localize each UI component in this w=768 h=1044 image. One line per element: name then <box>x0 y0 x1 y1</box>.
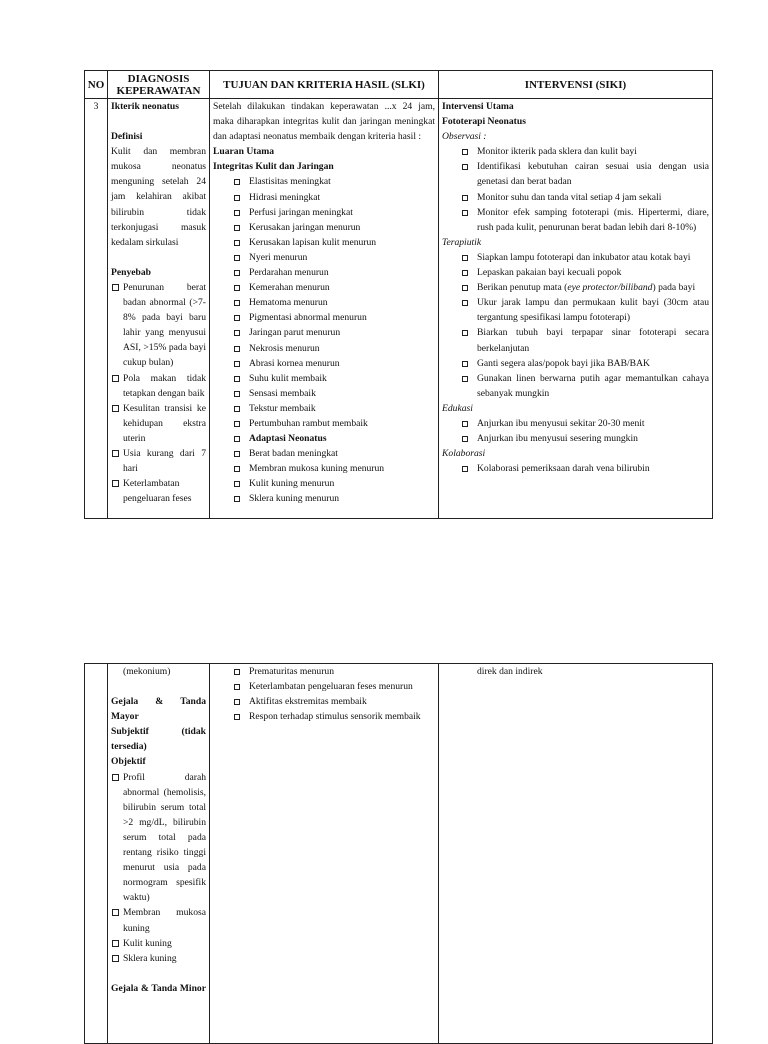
terapiutik-label: Terapiutik <box>442 236 482 248</box>
diagnosis-title: Ikterik neonatus <box>111 101 179 112</box>
list-item: Biarkan tubuh bayi terpapar sinar fototerapi secara berkelanjutan <box>442 325 709 355</box>
row-number-empty <box>85 664 108 1044</box>
list-item: Perdarahan menurun <box>213 265 435 280</box>
list-item: Kemerahan menurun <box>213 280 435 295</box>
list-item: Ukur jarak lampu dan permukaan kulit bayi (30cm atau tergantung spesifikasi lampu fototerapi) <box>442 295 709 325</box>
table-row <box>85 99 713 519</box>
list-item: Pigmentasi abnormal menurun <box>213 310 435 325</box>
penutup-text-post: ) pada bayi <box>652 282 696 294</box>
list-item: Nyeri menurun <box>213 250 435 265</box>
list-item: Pola makan tidak tetapkan dengan baik <box>111 371 206 401</box>
integritas-list <box>213 174 435 506</box>
penyebab-label: Penyebab <box>111 266 151 278</box>
adaptasi-label: Adaptasi Neonatus <box>213 431 435 446</box>
list-item: Sensasi membaik <box>213 386 435 401</box>
askep-table-page2 <box>84 663 713 1044</box>
list-item: Jaringan parut menurun <box>213 325 435 340</box>
list-item: Lepaskan pakaian bayi kecuali popok <box>442 265 709 280</box>
list-item: Kesulitan transisi ke kehidupan ekstra uterin <box>111 401 206 446</box>
list-item: Kulit kuning <box>111 936 206 951</box>
fototerapi-label: Fototerapi Neonatus <box>442 116 526 128</box>
list-item: Prematuritas menurun <box>213 664 435 679</box>
list-item: Pertumbuhan rambut membaik <box>213 416 435 431</box>
list-item <box>442 280 709 295</box>
list-item: Abrasi kornea menurun <box>213 356 435 371</box>
objektif-list <box>111 770 206 966</box>
list-item: Nekrosis menurun <box>213 341 435 356</box>
list-item: Keterlambatan pengeluaran feses <box>111 476 206 506</box>
list-item: Sklera kuning <box>111 951 206 966</box>
siki-cell-cont <box>439 664 713 1044</box>
adaptasi-list-cont <box>213 664 435 724</box>
list-item: Perfusi jaringan meningkat <box>213 205 435 220</box>
row-number: 3 <box>85 99 108 519</box>
list-item: Anjurkan ibu menyusui sesering mungkin <box>442 431 709 446</box>
header-siki: INTERVENSI (SIKI) <box>439 71 713 99</box>
slki-cell-cont <box>210 664 439 1044</box>
header-diagnosis: DIAGNOSIS KEPERAWATAN <box>108 71 210 99</box>
list-item: Tekstur membaik <box>213 401 435 416</box>
list-item: Membran mukosa kuning menurun <box>213 461 435 476</box>
integritas-label: Integritas Kulit dan Jaringan <box>213 161 334 173</box>
luaran-utama-label: Luaran Utama <box>213 146 275 158</box>
kolaborasi-label: Kolaborasi <box>442 448 486 460</box>
list-item: Kulit kuning menurun <box>213 476 435 491</box>
intervensi-utama-label: Intervensi Utama <box>442 101 514 112</box>
list-item: Penurunan berat badan abnormal (>7-8% pada bayi baru lahir yang menyusui ASI, >15% pada bayi cukup bulan) <box>111 280 206 371</box>
list-item: Monitor suhu dan tanda vital setiap 4 jam sekali <box>442 190 709 205</box>
penutup-text-em: eye protector/biliband <box>567 282 653 294</box>
penyebab-cont: (mekonium) <box>123 666 171 677</box>
slki-intro: Setelah dilakukan tindakan keperawatan ...x 24 jam, maka diharapkan integritas kulit dan jaringan meningkat dan adaptasi neonatus membaik dengan kriteria hasil : <box>213 101 435 143</box>
list-item: Keterlambatan pengeluaran feses menurun <box>213 679 435 694</box>
list-item: Ganti segera alas/popok bayi jika BAB/BAK <box>442 356 709 371</box>
list-item: Anjurkan ibu menyusui sekitar 20-30 menit <box>442 416 709 431</box>
penyebab-list <box>111 280 206 506</box>
list-item: Sklera kuning menurun <box>213 491 435 506</box>
list-item: Membran mukosa kuning <box>111 905 206 935</box>
header-slki: TUJUAN DAN KRITERIA HASIL (SLKI) <box>210 71 439 99</box>
kolaborasi-cont: direk dan indirek <box>477 666 543 677</box>
observasi-list <box>442 144 709 235</box>
diagnosis-cell <box>108 99 210 519</box>
askep-table-page1 <box>84 70 713 519</box>
list-item: Profil darah abnormal (hemolisis, bilirubin serum total >2 mg/dL, bilirubin serum total pada rentang risiko tinggi menurut usia pada normogram spesifik waktu) <box>111 770 206 906</box>
list-item: Kerusakan jaringan menurun <box>213 220 435 235</box>
penutup-text-pre: Berikan penutup mata ( <box>477 282 568 294</box>
siki-cell <box>439 99 713 519</box>
list-item: Identifikasi kebutuhan cairan sesuai usia dengan usia genetasi dan berat badan <box>442 159 709 189</box>
list-item: Hematoma menurun <box>213 295 435 310</box>
list-item: Suhu kulit membaik <box>213 371 435 386</box>
edukasi-list <box>442 416 709 446</box>
list-item: Monitor ikterik pada sklera dan kulit bayi <box>442 144 709 159</box>
list-item: Respon terhadap stimulus sensorik membaik <box>213 709 435 724</box>
observasi-label: Observasi : <box>442 131 487 143</box>
header-no: NO <box>85 71 108 99</box>
definisi-text: Kulit dan membran mukosa neonatus menguning setelah 24 jam kelahiran akibat bilirubin tidak terkonjugasi masuk kedalam sirkulasi <box>111 146 206 248</box>
list-item: Monitor efek samping fototerapi (mis. Hipertermi, diare, rush pada kulit, penurunan berat badan lebih dari 8-10%) <box>442 205 709 235</box>
list-item: Gunakan linen berwarna putih agar memantulkan cahaya sebanyak mungkin <box>442 371 709 401</box>
list-item: Usia kurang dari 7 hari <box>111 446 206 476</box>
minor-label: Gejala & Tanda Minor <box>111 982 206 994</box>
list-item: Aktifitas ekstremitas membaik <box>213 694 435 709</box>
slki-cell <box>210 99 439 519</box>
table-row <box>85 664 713 1044</box>
list-item: Berat badan meningkat <box>213 446 435 461</box>
edukasi-label: Edukasi <box>442 402 473 414</box>
list-item: Elastisitas meningkat <box>213 174 435 189</box>
definisi-label: Definisi <box>111 131 143 143</box>
diagnosis-cell-cont <box>108 664 210 1044</box>
list-item: Kolaborasi pemeriksaan darah vena bilirubin <box>442 461 709 476</box>
list-item: Hidrasi meningkat <box>213 190 435 205</box>
subjektif-label: Subjektif (tidak tersedia) <box>111 726 206 753</box>
table-header-row <box>85 71 713 99</box>
terapiutik-list <box>442 250 709 401</box>
list-item: Siapkan lampu fototerapi dan inkubator atau kotak bayi <box>442 250 709 265</box>
objektif-label: Objektif <box>111 756 146 768</box>
mayor-label: Gejala & Tanda Mayor <box>111 696 206 723</box>
list-item: Kerusakan lapisan kulit menurun <box>213 235 435 250</box>
kolaborasi-list <box>442 461 709 476</box>
